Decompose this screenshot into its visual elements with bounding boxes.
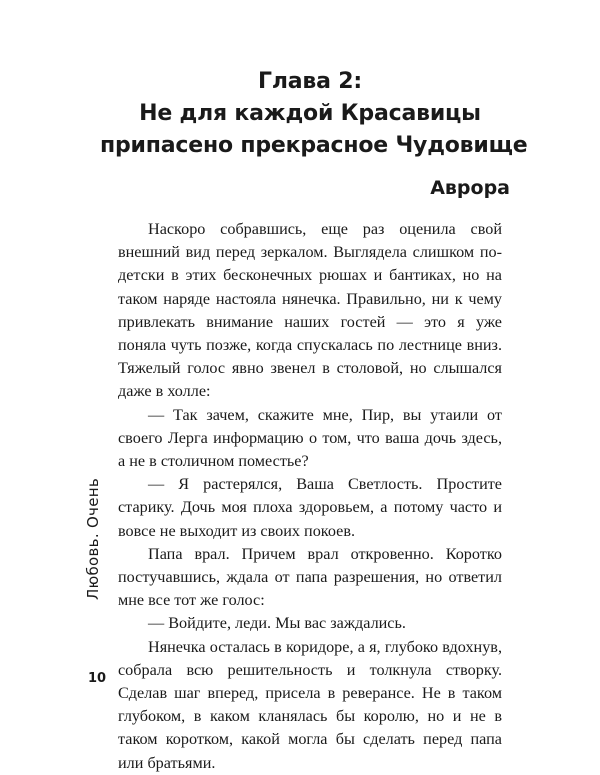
paragraph: Папа врал. Причем врал откровенно. Коротко постучавшись, ждала от папа разрешения, но ответил мне все тот же голос:	[118, 544, 502, 610]
paragraph: Наскоро собравшись, еще раз оценила свой внешний вид перед зеркалом. Выглядела слишком по-детски в этих бесконечных рюшах и бантиках, но на таком наряде настояла нянечка. Правильно, ни к чему привлекать внимание наших гостей — это я уже поняла чуть позже, когда спускалась по лестнице вниз. Тяжелый голос явно звенел в столовой, но слышался даже в холле:	[118, 220, 502, 401]
running-title-text: Любовь. Очень	[84, 478, 102, 600]
page-number: 10	[88, 671, 107, 686]
pov-character-name: Аврора	[430, 177, 510, 199]
paragraph: — Так зачем, скажите мне, Пир, вы утаили от своего Лерга информацию о том, что ваша дочь здесь, а не в столичном поместье?	[118, 405, 502, 471]
chapter-number: Глава 2:	[258, 69, 362, 94]
paragraph: Нянечка осталась в коридоре, а я, глубоко вдохнув, собрала всю решительность и толкнула створку. Сделав шаг вперед, присела в реверансе. Не в таком глубоком, в каком кланялась бы королю, но и не в таком коротком, какой могла бы сделать перед папа или братьями.	[118, 637, 502, 772]
body-text	[118, 218, 502, 775]
paragraph: — Войдите, леди. Мы вас заждались.	[148, 614, 406, 633]
chapter-title-line-2: припасено прекрасное Чудовище	[100, 133, 528, 158]
paragraph: — Я растерялся, Ваша Светлость. Простите старику. Дочь моя плоха здоровьем, а потому часто и вовсе не выходит из своих покоев.	[118, 475, 502, 540]
chapter-title-line-1: Не для каждой Красавицы	[139, 101, 481, 126]
chapter-heading	[100, 66, 528, 162]
